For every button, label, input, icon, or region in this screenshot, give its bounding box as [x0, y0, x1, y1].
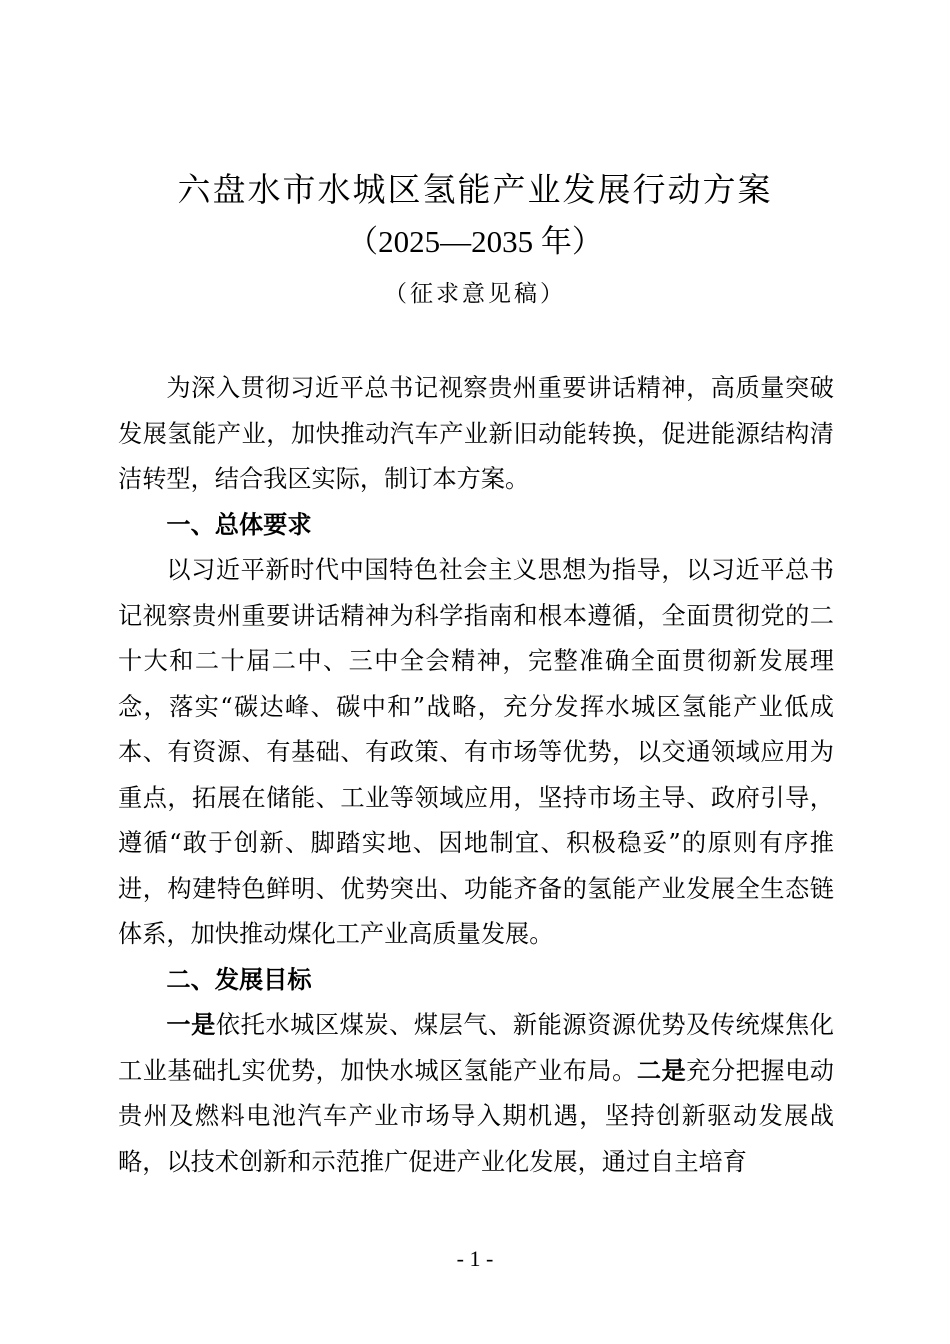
general-requirements-paragraph: 以习近平新时代中国特色社会主义思想为指导，以习近平总书记视察贵州重要讲话精神为科学指南和根本遵循，全面贯彻党的二十大和二十届二中、三中全会精神，完整准确全面贯彻新发展理念，落实“碳达峰、碳中和”战略，充分发挥水城区氢能产业低成本、有资源、有基础、有政策、有市场等优势，以交通领域应用为重点，拓展在储能、工业等领域应用，坚持市场主导、政府引导，遵循“敢于创新、脚踏实地、因地制宜、积极稳妥”的原则有序推进，构建特色鲜明、优势突出、功能齐备的氢能产业发展全生态链体系，加快推动煤化工产业高质量发展。: [118, 556, 834, 948]
draft-label: （征求意见稿）: [384, 281, 566, 307]
document-body: [118, 366, 834, 1185]
goal-two-lead: 二是: [636, 1056, 687, 1085]
document-title: 六盘水市水城区氢能产业发展行动方案: [177, 170, 773, 209]
section-heading-development-goals: 二、发展目标: [166, 965, 312, 994]
document-subtitle: （2025—2035 年）: [347, 224, 603, 259]
intro-paragraph: 为深入贯彻习近平总书记视察贵州重要讲话精神，高质量突破发展氢能产业，加快推动汽车产业新旧动能转换，促进能源结构清洁转型，结合我区实际，制订本方案。: [118, 374, 834, 493]
goal-one-lead: 一是: [166, 1011, 216, 1039]
section-heading-general-requirements: 一、总体要求: [166, 510, 312, 539]
development-goals-paragraph: [118, 1003, 834, 1185]
goal-two-text: 充分把握电动贵州及燃料电池汽车产业市场导入期机遇，坚持创新驱动发展战略，以技术创新和示范推广促进产业化发展，通过自主培育: [118, 1056, 834, 1176]
page-number: - 1 -: [456, 1246, 494, 1271]
goal-one-text: 依托水城区煤炭、煤层气、新能源资源优势及传统煤焦化工业基础扎实优势，加快水城区氢能产业布局。: [118, 1011, 834, 1085]
